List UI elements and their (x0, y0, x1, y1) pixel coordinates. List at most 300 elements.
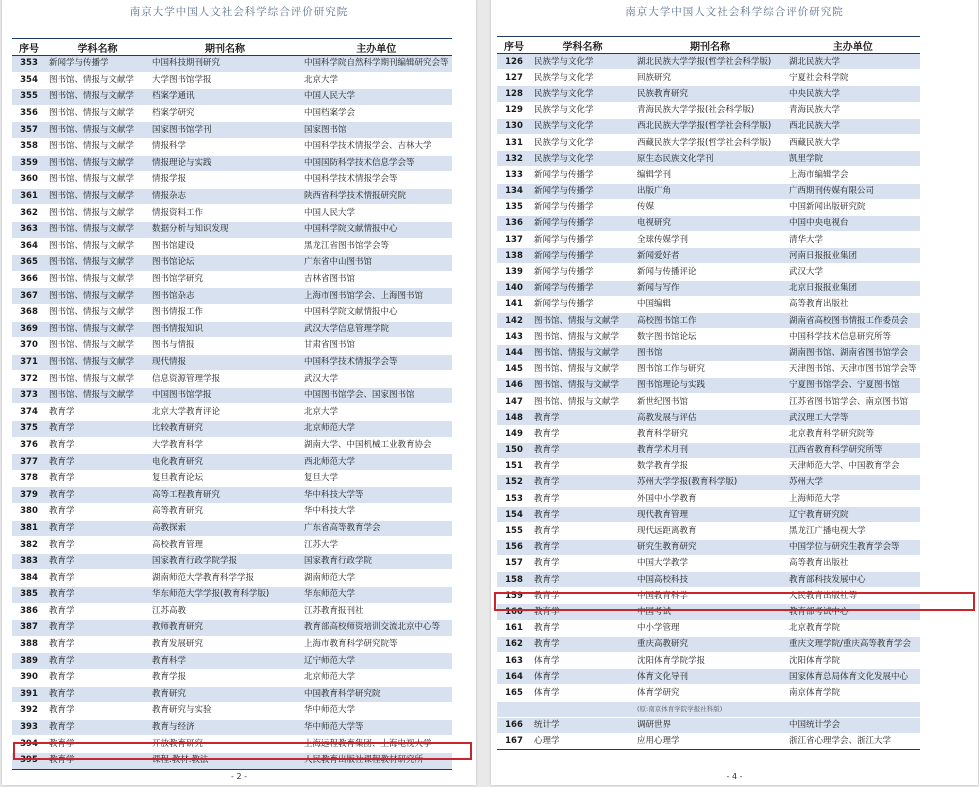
cell-publisher: 中央民族大学 (786, 86, 920, 102)
cell-subject: 教育学 (46, 537, 149, 554)
cell-publisher: 上海远程教育集团、上海电视大学 (301, 736, 452, 753)
table-row (12, 288, 452, 305)
cell-journal: 现代情报 (149, 354, 301, 371)
table-row (12, 570, 452, 587)
cell-subject: 新闻学与传播学 (531, 264, 634, 280)
cell-subject: 教育学 (531, 604, 634, 620)
cell-number: 387 (12, 620, 46, 637)
cell-number: 370 (12, 338, 46, 355)
cell-subject: 图书馆、情报与文献学 (531, 329, 634, 345)
table-row (497, 555, 920, 571)
cell-journal: 课程.教材.教法 (149, 752, 301, 769)
cell-journal: 应用心理学 (634, 733, 786, 749)
cell-subject: 图书馆、情报与文献学 (46, 155, 149, 172)
cell-subject: 图书馆、情报与文献学 (46, 205, 149, 222)
cell-number: 371 (12, 354, 46, 371)
cell-journal: 图书馆学研究 (149, 271, 301, 288)
cell-journal: 编辑学刊 (634, 167, 786, 183)
cell-journal: 中国教育科学 (634, 588, 786, 604)
column-header-journal: 期刊名称 (634, 37, 786, 54)
cell-subject: 教育学 (46, 520, 149, 537)
cell-publisher: 华中科技大学等 (301, 487, 452, 504)
cell-publisher (786, 701, 920, 717)
cell-number: 356 (12, 105, 46, 122)
column-header-journal: 期刊名称 (149, 39, 301, 56)
table-row (12, 188, 452, 205)
cell-number: 166 (497, 717, 531, 733)
cell-journal: 比较教育研究 (149, 421, 301, 438)
cell-journal: 现代教育管理 (634, 507, 786, 523)
cell-number: 391 (12, 686, 46, 703)
cell-publisher: 中国中央电视台 (786, 215, 920, 231)
table-row (497, 86, 920, 102)
page-header: 南京大学中国人文社会科学综合评价研究院 (625, 6, 844, 18)
cell-journal: 电化教育研究 (149, 454, 301, 471)
cell-subject: 图书馆、情报与文献学 (46, 387, 149, 404)
cell-publisher: 中国人民大学 (301, 205, 452, 222)
column-header-number: 序号 (12, 39, 46, 56)
table-row (12, 736, 452, 753)
cell-publisher: 中国教育科学研究院 (301, 686, 452, 703)
cell-publisher: 黑龙江广播电视大学 (786, 523, 920, 539)
cell-journal: 信息资源管理学报 (149, 371, 301, 388)
cell-subject: 图书馆、情报与文献学 (46, 122, 149, 139)
cell-subject: 教育学 (531, 636, 634, 652)
table-row (497, 685, 920, 701)
cell-publisher: 中国科学技术情报学会等 (301, 172, 452, 189)
cell-publisher: 中国统计学会 (786, 717, 920, 733)
cell-number: 145 (497, 361, 531, 377)
cell-subject: 民族学与文化学 (531, 70, 634, 86)
cell-subject: 教育学 (46, 437, 149, 454)
cell-publisher: 南京体育学院 (786, 685, 920, 701)
cell-number: 367 (12, 288, 46, 305)
cell-subject: 教育学 (531, 507, 634, 523)
cell-journal: 国家教育行政学院学报 (149, 553, 301, 570)
cell-publisher: 上海市图书馆学会、上海图书馆 (301, 288, 452, 305)
cell-number: 167 (497, 733, 531, 749)
cell-number: 155 (497, 523, 531, 539)
cell-number: 133 (497, 167, 531, 183)
table-row (497, 183, 920, 199)
cell-subject: 体育学 (531, 652, 634, 668)
cell-number: 154 (497, 507, 531, 523)
journal-table (12, 38, 452, 770)
table-row (12, 620, 452, 637)
cell-subject: 图书馆、情报与文献学 (46, 72, 149, 89)
cell-journal: 图书馆工作与研究 (634, 361, 786, 377)
cell-number: 152 (497, 474, 531, 490)
cell-subject: 教育学 (46, 686, 149, 703)
column-header-subject: 学科名称 (531, 37, 634, 54)
cell-subject: 图书馆、情报与文献学 (46, 188, 149, 205)
cell-journal: 高等教育研究 (149, 504, 301, 521)
table-row (12, 321, 452, 338)
cell-publisher: 中国科学技术情报学会等 (301, 354, 452, 371)
cell-publisher: 北京师范大学 (301, 669, 452, 686)
cell-journal: 原生态民族文化学刊 (634, 151, 786, 167)
cell-publisher: 中国图书馆学会、国家图书馆 (301, 387, 452, 404)
table-subrow (497, 701, 920, 717)
cell-subject: 新闻学与传播学 (531, 167, 634, 183)
table-row (497, 280, 920, 296)
cell-publisher: 中国学位与研究生教育学会等 (786, 539, 920, 555)
cell-subject: 新闻学与传播学 (531, 248, 634, 264)
cell-subject: 新闻学与传播学 (46, 56, 149, 73)
table-row (12, 271, 452, 288)
table-row (497, 167, 920, 183)
table-row (497, 410, 920, 426)
cell-number: 146 (497, 377, 531, 393)
cell-number: 136 (497, 215, 531, 231)
table-row (497, 151, 920, 167)
cell-journal: 大学教育科学 (149, 437, 301, 454)
cell-publisher: 华中科技大学 (301, 504, 452, 521)
table-row (12, 221, 452, 238)
cell-publisher: 武汉大学 (301, 371, 452, 388)
cell-subject: 教育学 (46, 736, 149, 753)
cell-subject: 教育学 (46, 553, 149, 570)
cell-publisher: 上海师范大学 (786, 491, 920, 507)
cell-publisher: 湖南图书馆、湖南省图书馆学会 (786, 345, 920, 361)
table-row (497, 296, 920, 312)
cell-number: 142 (497, 313, 531, 329)
table-row (12, 487, 452, 504)
cell-subject: 民族学与文化学 (531, 102, 634, 118)
cell-journal: 高教发展与评估 (634, 410, 786, 426)
page-left (2, 0, 476, 785)
table-row (497, 264, 920, 280)
cell-publisher: 清华大学 (786, 232, 920, 248)
cell-publisher: 西北民族大学 (786, 118, 920, 134)
cell-journal: 重庆高教研究 (634, 636, 786, 652)
cell-publisher: 重庆文理学院/重庆高等教育学会 (786, 636, 920, 652)
cell-number: 126 (497, 54, 531, 70)
table-row (497, 636, 920, 652)
cell-publisher: 江苏省图书馆学会、南京图书馆 (786, 393, 920, 409)
cell-publisher: 陕西省科学技术情报研究院 (301, 188, 452, 205)
cell-subject: 教育学 (531, 442, 634, 458)
table-row (12, 520, 452, 537)
cell-number: 156 (497, 539, 531, 555)
cell-subject: 新闻学与传播学 (531, 232, 634, 248)
cell-journal: 情报学报 (149, 172, 301, 189)
cell-publisher: 教育部高校师资培训交流北京中心等 (301, 620, 452, 637)
cell-number: 150 (497, 442, 531, 458)
cell-subject: 体育学 (531, 685, 634, 701)
cell-number: 143 (497, 329, 531, 345)
cell-publisher: 教育部科技发展中心 (786, 572, 920, 588)
table-row (497, 620, 920, 636)
cell-journal: 西藏民族大学学报(哲学社会科学版) (634, 134, 786, 150)
cell-subject: 教育学 (46, 703, 149, 720)
table-row (497, 54, 920, 70)
cell-subject: 教育学 (531, 620, 634, 636)
cell-subject: 教育学 (531, 539, 634, 555)
cell-journal: 复旦教育论坛 (149, 470, 301, 487)
table-row (497, 118, 920, 134)
cell-publisher: 中国人民大学 (301, 89, 452, 106)
cell-number: 360 (12, 172, 46, 189)
cell-number: 140 (497, 280, 531, 296)
cell-number: 160 (497, 604, 531, 620)
table-header-row (497, 37, 920, 54)
column-header-number: 序号 (497, 37, 531, 54)
cell-number: 358 (12, 138, 46, 155)
cell-number: 395 (12, 752, 46, 769)
cell-publisher: 中国科学技术情报学会、吉林大学 (301, 138, 452, 155)
cell-subject: 体育学 (531, 669, 634, 685)
table-row (12, 537, 452, 554)
cell-journal: 教育学报 (149, 669, 301, 686)
cell-journal: 教育学术月刊 (634, 442, 786, 458)
table-row (497, 329, 920, 345)
cell-subject: 教育学 (46, 487, 149, 504)
table-row (497, 199, 920, 215)
cell-publisher: 武汉大学 (786, 264, 920, 280)
cell-subject: 教育学 (531, 572, 634, 588)
cell-publisher: 北京教育科学研究院等 (786, 426, 920, 442)
cell-subject: 图书馆、情报与文献学 (46, 288, 149, 305)
cell-number: 141 (497, 296, 531, 312)
cell-number: 138 (497, 248, 531, 264)
cell-subject: 图书馆、情报与文献学 (46, 371, 149, 388)
cell-journal: 沈阳体育学院学报 (634, 652, 786, 668)
cell-number: 362 (12, 205, 46, 222)
cell-journal: 开放教育研究 (149, 736, 301, 753)
table-row (12, 636, 452, 653)
cell-journal: 教育发展研究 (149, 636, 301, 653)
cell-journal: 现代远距离教育 (634, 523, 786, 539)
table-row (12, 354, 452, 371)
cell-journal: 图书馆杂志 (149, 288, 301, 305)
cell-journal: 体育学研究 (634, 685, 786, 701)
cell-number: 361 (12, 188, 46, 205)
cell-journal: 新闻与写作 (634, 280, 786, 296)
cell-journal: 回族研究 (634, 70, 786, 86)
cell-number: 389 (12, 653, 46, 670)
cell-subject: 图书馆、情报与文献学 (531, 393, 634, 409)
cell-number: 373 (12, 387, 46, 404)
cell-journal: 档案学通讯 (149, 89, 301, 106)
cell-subject: 教育学 (46, 404, 149, 421)
cell-subject: 新闻学与传播学 (531, 199, 634, 215)
cell-number: 369 (12, 321, 46, 338)
cell-publisher: 国家图书馆 (301, 122, 452, 139)
cell-number: 127 (497, 70, 531, 86)
cell-journal: 新闻与传播评论 (634, 264, 786, 280)
cell-number: 353 (12, 56, 46, 73)
cell-publisher: 湖南省高校图书情报工作委员会 (786, 313, 920, 329)
cell-publisher: 上海市编辑学会 (786, 167, 920, 183)
cell-publisher: 武汉大学信息管理学院 (301, 321, 452, 338)
table-row (497, 345, 920, 361)
cell-subject: 教育学 (531, 523, 634, 539)
cell-subject: 统计学 (531, 717, 634, 733)
table-row (497, 474, 920, 490)
cell-journal: 高校教育管理 (149, 537, 301, 554)
cell-publisher: 武汉理工大学等 (786, 410, 920, 426)
cell-journal: 体育文化导刊 (634, 669, 786, 685)
cell-publisher: 国家体育总局体育文化发展中心 (786, 669, 920, 685)
cell-subject: 图书馆、情报与文献学 (46, 172, 149, 189)
table-row (497, 491, 920, 507)
table-row (497, 134, 920, 150)
table-row (12, 304, 452, 321)
cell-subject: 图书馆、情报与文献学 (46, 338, 149, 355)
cell-publisher: 江西省教育科学研究所等 (786, 442, 920, 458)
table-row (12, 504, 452, 521)
page-number: - 4 - (726, 772, 743, 781)
cell-number: 159 (497, 588, 531, 604)
table-row (497, 669, 920, 685)
table-row (12, 454, 452, 471)
cell-publisher: 宁夏社会科学院 (786, 70, 920, 86)
cell-publisher: 中国科学技术信息研究所等 (786, 329, 920, 345)
cell-publisher: 北京大学 (301, 72, 452, 89)
table-row (12, 338, 452, 355)
table-row (12, 587, 452, 604)
cell-subject: 图书馆、情报与文献学 (531, 313, 634, 329)
cell-number: 158 (497, 572, 531, 588)
cell-number: 368 (12, 304, 46, 321)
table-row (497, 215, 920, 231)
cell-journal: 新闻爱好者 (634, 248, 786, 264)
cell-number: 386 (12, 603, 46, 620)
cell-number: 363 (12, 221, 46, 238)
cell-publisher: 辽宁教育研究院 (786, 507, 920, 523)
table-row (12, 122, 452, 139)
cell-subject: 教育学 (531, 474, 634, 490)
table-row (12, 719, 452, 736)
cell-number: 137 (497, 232, 531, 248)
cell-journal: 教育研究与实验 (149, 703, 301, 720)
cell-number: 381 (12, 520, 46, 537)
cell-journal: 教师教育研究 (149, 620, 301, 637)
table-body (497, 54, 920, 750)
cell-number: 357 (12, 122, 46, 139)
cell-publisher: 上海市教育科学研究院等 (301, 636, 452, 653)
table-row (497, 717, 920, 733)
cell-subject: 新闻学与传播学 (531, 296, 634, 312)
cell-journal: 高教探索 (149, 520, 301, 537)
cell-number: 130 (497, 118, 531, 134)
cell-publisher: 中国档案学会 (301, 105, 452, 122)
cell-number: 378 (12, 470, 46, 487)
table-row (497, 458, 920, 474)
cell-journal: 教育与经济 (149, 719, 301, 736)
cell-number: 164 (497, 669, 531, 685)
cell-number: 359 (12, 155, 46, 172)
cell-subject: 图书馆、情报与文献学 (46, 89, 149, 106)
cell-publisher: 天津师范大学、中国教育学会 (786, 458, 920, 474)
cell-publisher: 教育部考试中心 (786, 604, 920, 620)
cell-publisher: 华中师范大学等 (301, 719, 452, 736)
cell-publisher: 北京教育学院 (786, 620, 920, 636)
table-row (497, 361, 920, 377)
cell-publisher: 广东省高等教育学会 (301, 520, 452, 537)
cell-subject: 新闻学与传播学 (531, 280, 634, 296)
cell-journal: 中国图书馆学报 (149, 387, 301, 404)
cell-number: 131 (497, 134, 531, 150)
cell-subject: 新闻学与传播学 (531, 183, 634, 199)
table-row (497, 604, 920, 620)
cell-subject: 图书馆、情报与文献学 (46, 238, 149, 255)
cell-publisher: 凯里学院 (786, 151, 920, 167)
cell-subject: 教育学 (46, 570, 149, 587)
table-row (497, 588, 920, 604)
cell-journal: 华东师范大学学报(教育科学版) (149, 587, 301, 604)
cell-journal: 教育科学 (149, 653, 301, 670)
cell-subject: 新闻学与传播学 (531, 215, 634, 231)
cell-number: 384 (12, 570, 46, 587)
table-row (12, 138, 452, 155)
cell-journal: 图书馆建设 (149, 238, 301, 255)
cell-publisher: 中国科学院自然科学期刊编辑研究会等 (301, 56, 452, 73)
cell-number: 364 (12, 238, 46, 255)
cell-number: 355 (12, 89, 46, 106)
cell-subject: 教育学 (46, 653, 149, 670)
cell-journal: 数字图书馆论坛 (634, 329, 786, 345)
cell-journal: 西北民族大学学报(哲学社会科学版) (634, 118, 786, 134)
cell-subject: 教育学 (531, 555, 634, 571)
cell-journal: 大学图书馆学报 (149, 72, 301, 89)
cell-number: 374 (12, 404, 46, 421)
cell-number: 366 (12, 271, 46, 288)
cell-journal: 高等工程教育研究 (149, 487, 301, 504)
table-header-row (12, 39, 452, 56)
table-row (12, 105, 452, 122)
cell-journal: 情报理论与实践 (149, 155, 301, 172)
cell-publisher: 西北师范大学 (301, 454, 452, 471)
cell-publisher: 吉林省图书馆 (301, 271, 452, 288)
cell-number: 380 (12, 504, 46, 521)
cell-number: 162 (497, 636, 531, 652)
table-row (12, 387, 452, 404)
cell-journal: 湖北民族大学学报(哲学社会科学版) (634, 54, 786, 70)
cell-journal: 图书馆论坛 (149, 255, 301, 272)
cell-publisher: 江苏大学 (301, 537, 452, 554)
cell-number: 151 (497, 458, 531, 474)
cell-journal: 中小学管理 (634, 620, 786, 636)
cell-journal: 中国考试 (634, 604, 786, 620)
table-row (12, 172, 452, 189)
cell-number (497, 701, 531, 717)
cell-number: 390 (12, 669, 46, 686)
table-row (497, 523, 920, 539)
cell-subject: 图书馆、情报与文献学 (46, 105, 149, 122)
table-row (497, 313, 920, 329)
cell-journal: 图书与情报 (149, 338, 301, 355)
table-row (497, 248, 920, 264)
cell-journal: 江苏高教 (149, 603, 301, 620)
cell-number: 163 (497, 652, 531, 668)
column-header-publisher: 主办单位 (786, 37, 920, 54)
table-row (12, 371, 452, 388)
table-row (497, 442, 920, 458)
cell-number: 157 (497, 555, 531, 571)
cell-publisher: 北京日报报业集团 (786, 280, 920, 296)
cell-journal: 情报资料工作 (149, 205, 301, 222)
table-row (12, 404, 452, 421)
cell-journal: 数学教育学报 (634, 458, 786, 474)
cell-number: 393 (12, 719, 46, 736)
table-row (12, 205, 452, 222)
cell-journal: 教育科学研究 (634, 426, 786, 442)
cell-journal: 北京大学教育评论 (149, 404, 301, 421)
cell-subject: 民族学与文化学 (531, 134, 634, 150)
cell-publisher: 人民教育出版社等 (786, 588, 920, 604)
